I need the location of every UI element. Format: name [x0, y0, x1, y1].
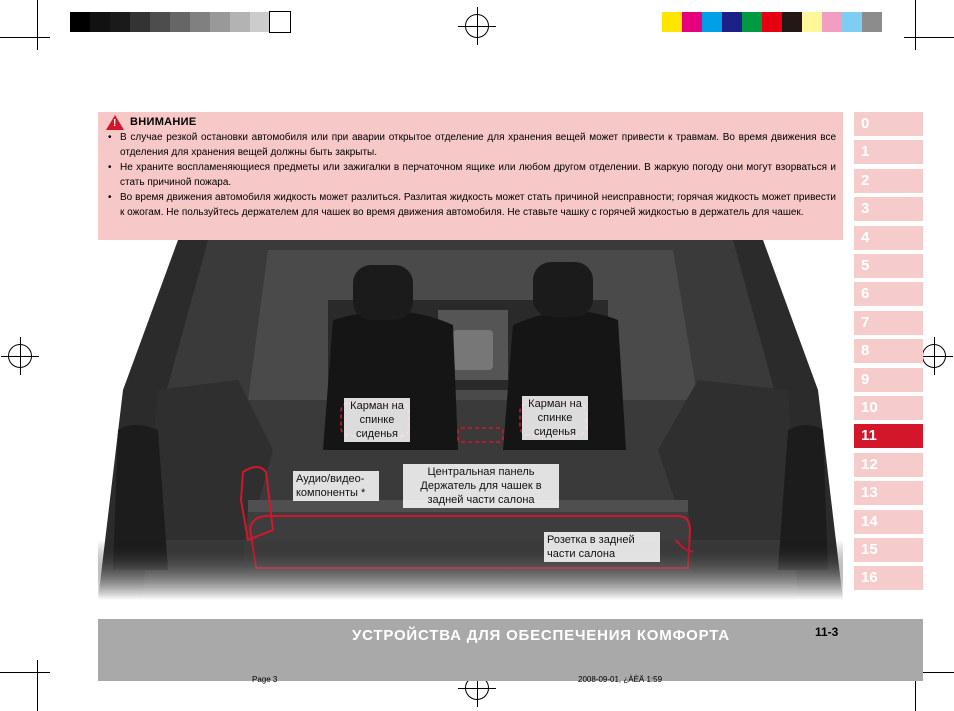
- chapter-tab-15[interactable]: 15: [854, 538, 923, 562]
- section-title: УСТРОЙСТВА ДЛЯ ОБЕСПЕЧЕНИЯ КОМФОРТА: [352, 627, 730, 644]
- warning-box: [98, 112, 843, 240]
- crop-mark-tr-v: [915, 0, 916, 50]
- warning-title: ВНИМАНИЕ: [130, 116, 197, 128]
- color-swatch: [210, 12, 230, 32]
- chapter-tab-1[interactable]: 1: [854, 140, 923, 164]
- chapter-tab-0[interactable]: 0: [854, 112, 923, 136]
- warning-item: • В случае резкой остановки автомобиля или при аварии открытое отделение для хранения вещей может привести к травмам. Во время движения все отделения для хранения вещей должны быть закрыты.: [106, 130, 836, 160]
- registration-mark-top: [465, 14, 489, 38]
- cargo-area-photo: [98, 240, 843, 600]
- color-swatch: [742, 12, 762, 32]
- registration-mark-left: [8, 344, 32, 368]
- crop-mark-tl-h: [0, 37, 50, 38]
- color-swatch: [722, 12, 742, 32]
- crop-mark-tl-v: [37, 0, 38, 50]
- color-swatch: [782, 12, 802, 32]
- crop-mark-tr-h: [904, 37, 954, 38]
- gray-swatch-bar: [70, 12, 290, 32]
- chapter-tab-6[interactable]: 6: [854, 282, 923, 306]
- chapter-tab-9[interactable]: 9: [854, 368, 923, 392]
- warning-list: [106, 130, 836, 220]
- chapter-tab-7[interactable]: 7: [854, 311, 923, 335]
- color-swatch: [802, 12, 822, 32]
- chapter-tab-4[interactable]: 4: [854, 226, 923, 250]
- color-swatch: [250, 12, 270, 32]
- cargo-area-illustration: [98, 240, 843, 600]
- crop-mark-bl-v: [37, 660, 38, 711]
- print-meta-page: Page 3: [252, 675, 278, 684]
- crop-mark-bl-h: [0, 672, 50, 673]
- chapter-tab-8[interactable]: 8: [854, 339, 923, 363]
- color-swatch-bar: [662, 12, 882, 32]
- color-swatch: [702, 12, 722, 32]
- chapter-tab-3[interactable]: 3: [854, 197, 923, 221]
- label-seat-pocket-left: Карман на спинке сиденья: [344, 398, 410, 442]
- color-swatch: [110, 12, 130, 32]
- color-swatch: [190, 12, 210, 32]
- warning-triangle-icon: !: [106, 115, 124, 130]
- label-rear-socket: Розетка в задней части салона: [544, 532, 660, 562]
- color-swatch: [130, 12, 150, 32]
- color-swatch: [682, 12, 702, 32]
- chapter-tab-16[interactable]: 16: [854, 566, 923, 590]
- color-swatch: [662, 12, 682, 32]
- chapter-tab-10[interactable]: 10: [854, 396, 923, 420]
- warning-item: • Не храните воспламеняющиеся предметы или зажигалки в перчаточном ящике или любом другом отделении. В жаркую погоду они могут взорваться и стать причиной пожара.: [106, 160, 836, 190]
- color-swatch: [842, 12, 862, 32]
- color-swatch: [90, 12, 110, 32]
- color-swatch: [150, 12, 170, 32]
- warning-item: • Во время движения автомобиля жидкость может разлиться. Разлитая жидкость может стать причиной неисправности; горячая жидкость может привести к ожогам. Не пользуйтесь держателем для чашек во время движения автомобиля. Не ставьте чашку с горячей жидкостью в держатель для чашек.: [106, 190, 836, 220]
- chapter-tab-12[interactable]: 12: [854, 453, 923, 477]
- color-swatch: [230, 12, 250, 32]
- chapter-tab-13[interactable]: 13: [854, 481, 923, 505]
- registration-mark-right: [922, 344, 946, 368]
- chapter-tab-11[interactable]: 11: [854, 424, 923, 448]
- label-center-panel: Центральная панель Держатель для чашек в задней части салона: [403, 464, 559, 508]
- label-seat-pocket-right: Карман на спинке сиденья: [522, 396, 588, 440]
- chapter-tab-2[interactable]: 2: [854, 169, 923, 193]
- chapter-tab-14[interactable]: 14: [854, 510, 923, 534]
- label-audio-video: Аудио/видео-компоненты *: [293, 471, 379, 501]
- color-swatch: [170, 12, 190, 32]
- color-swatch: [762, 12, 782, 32]
- color-swatch: [270, 12, 290, 32]
- page-number: 11-3: [815, 625, 839, 639]
- color-swatch: [822, 12, 842, 32]
- print-meta-date: 2008-09-01, ¿ÀÈÄ 1:59: [578, 675, 663, 684]
- color-swatch: [862, 12, 882, 32]
- chapter-tab-5[interactable]: 5: [854, 254, 923, 278]
- footer-band: [98, 619, 923, 681]
- color-swatch: [70, 12, 90, 32]
